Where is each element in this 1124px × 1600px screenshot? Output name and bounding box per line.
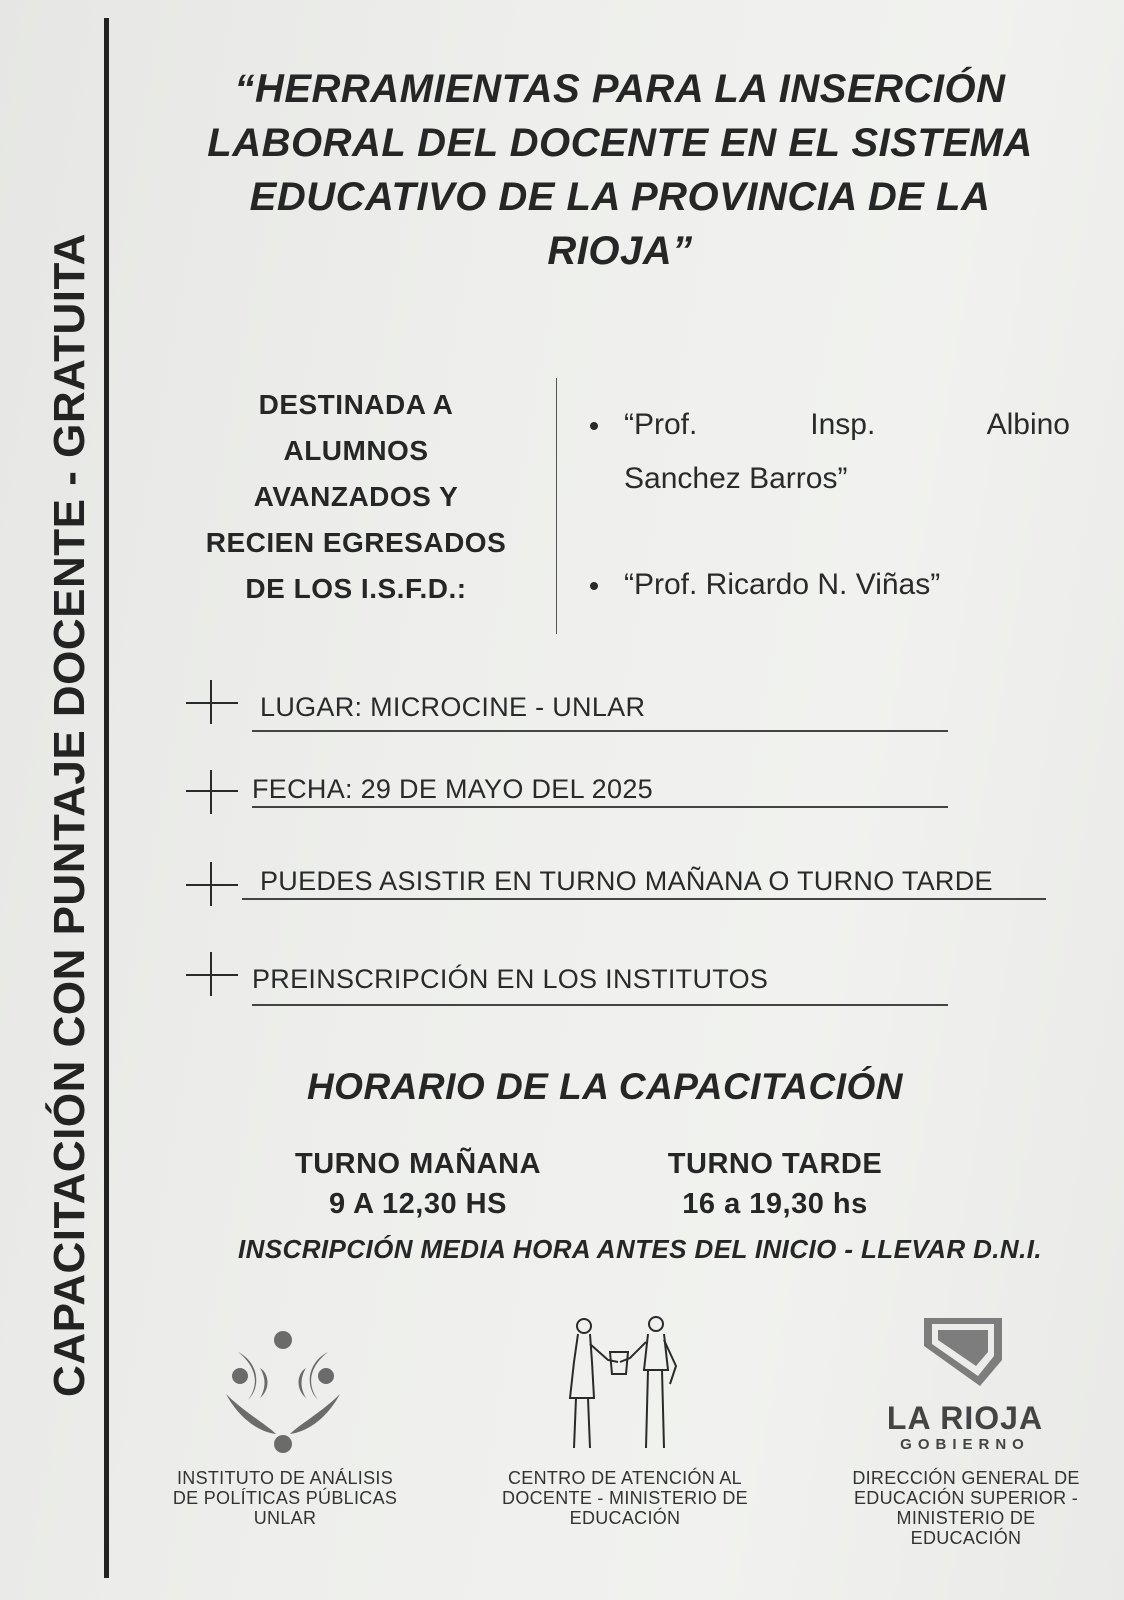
audience-line: RECIEN EGRESADOS [205,527,507,558]
title-line: “HERRAMIENTAS PARA LA INSERCIÓN [234,67,1006,111]
title-line: RIOJA” [547,229,693,273]
plus-icon [210,770,212,814]
title-line: EDUCATIVO DE LA PROVINCIA DE LA [249,175,991,219]
detail-label: LUGAR: MICROCINE - UNLAR [260,692,646,722]
shift-hours: 9 A 12,30 HS [329,1188,507,1220]
shift-name: TURNO MAÑANA [294,1148,542,1180]
caption-line: CENTRO DE ATENCIÓN AL [507,1468,742,1488]
plus-icon-bar [186,974,238,976]
detail-label: PREINSCRIPCIÓN EN LOS INSTITUTOS [252,964,769,994]
caption-line: EDUCACIÓN [569,1508,681,1528]
detail-row-preregistration [186,952,966,1008]
caption-line: DE POLÍTICAS PÚBLICAS [172,1488,398,1508]
la-rioja-shield-icon [920,1316,1006,1392]
right-caption [836,1468,1096,1548]
institute-name: “Prof. Ricardo N. Viñas” [624,568,941,601]
column-divider [556,378,557,634]
institute-name-cont: Sanchez Barros” [624,462,848,495]
audience-block [180,382,532,612]
page-title [170,62,1070,278]
detail-row-shift [186,862,1066,918]
caption-line: EDUCACIÓN SUPERIOR - [853,1488,1079,1508]
bullet-icon [590,582,598,590]
audience-line: DE LOS I.S.F.D.: [245,573,467,604]
underline [242,898,1046,900]
vertical-divider [104,18,109,1578]
title-line: LABORAL DEL DOCENTE EN EL SISTEMA [207,121,1033,165]
center-caption [480,1468,770,1528]
caption-line: DIRECCIÓN GENERAL DE [852,1468,1080,1488]
caption-line: EDUCACIÓN [910,1528,1022,1548]
institute-item [590,558,1070,612]
institute-item [590,398,1070,506]
detail-row-place [186,680,966,736]
underline [252,1004,948,1006]
detail-label: FECHA: 29 DE MAYO DEL 2025 [252,774,653,804]
shift-name: TURNO TARDE [667,1148,883,1180]
registration-note: INSCRIPCIÓN MEDIA HORA ANTES DEL INICIO - LLEVAR D.N.I. [238,1234,1042,1264]
audience-line: AVANZADOS Y [253,481,459,512]
brand-subtitle: GOBIERNO [900,1436,1030,1453]
audience-line: DESTINADA A [258,389,454,420]
caption-line: DOCENTE - MINISTERIO DE [502,1488,748,1508]
caption-line: MINISTERIO DE [896,1508,1036,1528]
plus-icon-bar [186,790,238,792]
caption-line: UNLAR [253,1508,317,1528]
institute-caption [160,1468,410,1528]
morning-shift [268,1144,568,1224]
brand-name: LA RIOJA [886,1400,1044,1436]
underline [252,806,948,808]
side-banner: CAPACITACIÓN CON PUNTAJE DOCENTE - GRATUITA [45,233,94,1397]
underline [252,730,948,732]
institute-name: “Prof. Insp. Albino [624,408,1070,441]
afternoon-shift [630,1144,920,1224]
schedule-title: HORARIO DE LA CAPACITACIÓN [306,1066,904,1107]
detail-row-date [186,770,966,826]
bullet-icon [590,422,598,430]
people-handshake-icon [560,1314,690,1454]
plus-icon-bar [186,884,238,886]
shift-hours: 16 a 19,30 hs [682,1188,868,1220]
detail-label: PUEDES ASISTIR EN TURNO MAÑANA O TURNO TARDE [260,866,993,896]
institute-logo-icon [218,1328,348,1458]
audience-line: ALUMNOS [283,435,429,466]
caption-line: INSTITUTO DE ANÁLISIS [176,1468,393,1488]
plus-icon-bar [186,702,238,704]
